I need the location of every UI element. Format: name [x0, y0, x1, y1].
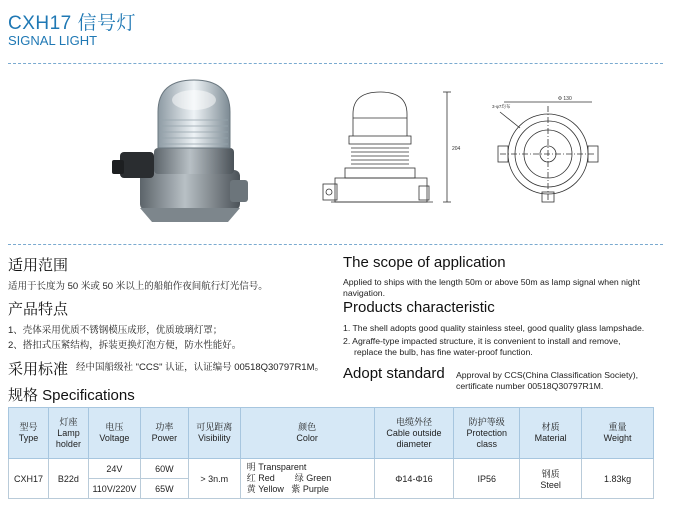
feature-item-en-1: 1. The shell adopts good quality stainless steel, good quality glass lampshade.: [343, 323, 645, 333]
standard-heading-en: Adopt standard: [343, 365, 445, 382]
feature-item-en-2: 2. Agraffe-type impacted structure, it is convenient to install and remove,: [343, 336, 621, 346]
scope-heading-en: The scope of application: [343, 254, 506, 271]
scope-text-zh: 适用于长度为 50 米或 50 米以上的船舶作夜间航行灯光信号。: [8, 281, 268, 292]
hole-note-label: 3-φ7均布: [492, 104, 511, 109]
table-row: [9, 459, 654, 479]
cell-protection-class: IP56: [454, 459, 520, 499]
top-view-drawing: [490, 92, 608, 207]
feature-item-en-2-cont: replace the bulb, has fine water-proof function.: [354, 347, 533, 357]
header-power: 功率 Power: [140, 408, 188, 459]
cell-voltage-2: 110V/220V: [88, 479, 140, 499]
divider-middle: [8, 244, 663, 245]
header-lamp-holder: 灯座 Lamp holder: [48, 408, 88, 459]
cell-voltage-1: 24V: [88, 459, 140, 479]
page-subtitle: SIGNAL LIGHT: [8, 33, 98, 48]
cell-cable-diameter: Φ14-Φ16: [374, 459, 454, 499]
divider-top: [8, 63, 663, 64]
feature-item-zh-2: 2、搭扣式压紧结构，拆装更换灯泡方便，防水性能好。: [8, 340, 242, 351]
table-header-row: [9, 408, 654, 459]
standard-text-en-1: Approval by CCS(China Classification Society),: [456, 370, 639, 380]
standard-heading-zh: 采用标准: [8, 361, 69, 378]
header-voltage: 电压 Voltage: [88, 408, 140, 459]
header-weight: 重量 Weight: [582, 408, 654, 459]
height-dimension-label: 204: [452, 146, 461, 152]
cell-color: 明 Transparent 红 Red 绿 Green 黄 Yellow 紫 Purple: [240, 459, 374, 499]
scope-text-en: Applied to ships with the length 50m or above 50m as lamp signal when night navigation.: [343, 277, 640, 298]
product-photo: [110, 70, 260, 230]
header-type: 型号 Type: [9, 408, 49, 459]
features-heading-zh: 产品特点: [8, 301, 69, 318]
cell-visibility: > 3n.m: [188, 459, 240, 499]
header-color: 颜色 Color: [240, 408, 374, 459]
header-material: 材质 Material: [520, 408, 582, 459]
cell-weight: 1.83kg: [582, 459, 654, 499]
scope-heading-zh: 适用范围: [8, 257, 69, 274]
front-elevation-drawing: [315, 88, 465, 218]
header-cable-diameter: 电缆外径 Cable outside diameter: [374, 408, 454, 459]
header-visibility: 可见距离 Visibility: [188, 408, 240, 459]
specifications-heading: 规格 Specifications: [8, 387, 135, 404]
standard-text-en-2: certificate number 00518Q30797R1M.: [456, 381, 604, 391]
feature-item-zh-1: 1、壳体采用优质不锈钢模压成形，优质玻璃灯罩；: [8, 325, 223, 336]
cell-lamp-holder: B22d: [48, 459, 88, 499]
cell-power-2: 65W: [140, 479, 188, 499]
cell-power-1: 60W: [140, 459, 188, 479]
specifications-table: [8, 407, 654, 499]
features-heading-en: Products characteristic: [343, 299, 495, 316]
header-protection-class: 防护等级 Protection class: [454, 408, 520, 459]
diameter-dimension-label: Φ 130: [558, 96, 572, 102]
page-title: CXH17 信号灯: [8, 13, 137, 34]
cell-material: 钢质 Steel: [520, 459, 582, 499]
standard-text-zh: 经中国船级社 "CCS" 认证，认证编号 00518Q30797R1M。: [76, 362, 325, 373]
cell-type: CXH17: [9, 459, 49, 499]
